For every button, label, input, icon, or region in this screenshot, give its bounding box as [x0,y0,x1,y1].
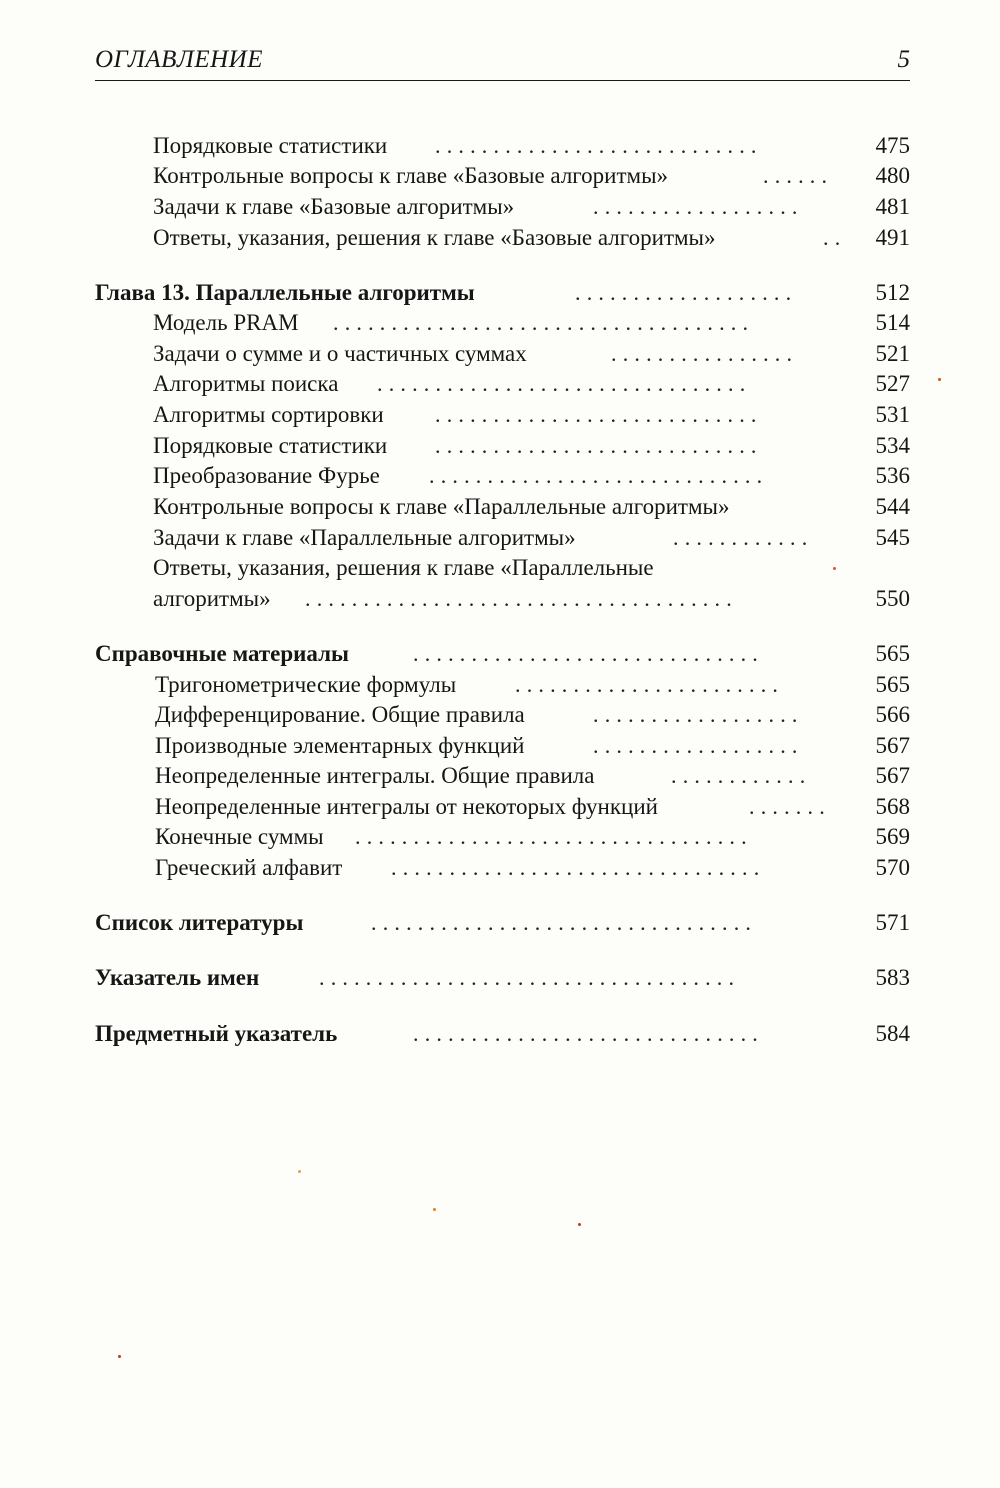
toc-entry-label: Контрольные вопросы к главе «Базовые алгоритмы» [153,163,669,188]
toc-entry [153,161,910,191]
toc-entry-page: 545 [875,525,910,550]
scan-speck [578,1223,581,1226]
toc-entry-label: Алгоритмы сортировки [153,402,384,427]
toc-entry-label: Дифференцирование. Общие правила [155,702,525,727]
scan-speck [938,378,941,381]
toc-entry-label: Задачи о сумме и о частичных суммах [153,341,527,366]
toc-entry-page: 514 [875,310,910,335]
toc-entry-continuation [153,584,910,614]
toc-entry-page: 512 [875,280,910,305]
toc-entry-label: Конечные суммы [155,824,324,849]
toc-leader: ....... [749,794,831,819]
toc-entry [155,792,910,822]
toc-entry-label: Список литературы [95,910,304,935]
toc-entry [153,131,910,161]
toc-entry [155,853,910,883]
toc-entry-label: Греческий алфавит [155,855,343,880]
toc-entry-page: 481 [875,194,910,219]
toc-entry-page: 534 [875,433,910,458]
toc-leader: .................................. [355,824,753,849]
toc-leader: ...... [763,163,834,188]
toc-entry-page: 480 [875,163,910,188]
toc-entry-page: 565 [875,672,910,697]
toc-leader: .................................... [333,310,755,335]
toc-entry-label: Порядковые статистики [153,133,388,158]
toc-entry-page: 536 [875,463,910,488]
toc-leader: ....................... [515,672,785,697]
scan-speck [118,1355,121,1358]
toc-entry-page: 567 [875,763,910,788]
toc-entry-label: Ответы, указания, решения к главе «Параллельные [153,555,654,580]
toc-entry-label: Модель PRAM [153,310,299,335]
toc-entry [155,670,910,700]
toc-leader: ............................. [429,463,769,488]
toc-entry-label: Тригонометрические формулы [155,672,457,697]
toc-entry-page: 550 [875,586,910,611]
toc-entry [153,400,910,430]
toc-entry [153,523,910,553]
toc-entry [153,369,910,399]
scan-speck [833,567,836,570]
toc-entry [153,192,910,222]
toc-leader: ..................................... [305,586,738,611]
scan-speck [298,1170,301,1173]
toc-entry-page: 569 [875,824,910,849]
toc-entry [155,761,910,791]
toc-entry [153,339,910,369]
toc-leader: .. [823,225,847,250]
toc-entry-label: Задачи к главе «Параллельные алгоритмы» [153,525,576,550]
toc-chapter-entry [95,963,910,993]
toc-leader: .................. [593,733,804,758]
toc-entry-label: Предметный указатель [95,1021,338,1046]
toc-entry-page: 583 [875,965,910,990]
toc-chapter-entry [95,908,910,938]
toc-leader: ................... [575,280,798,305]
toc-entry-page: 570 [875,855,910,880]
toc-entry-label: Задачи к главе «Базовые алгоритмы» [153,194,515,219]
toc-leader: ............................ [435,133,763,158]
toc-entry-label: Производные элементарных функций [155,733,525,758]
scan-speck [433,1208,436,1211]
toc-entry [153,492,910,522]
toc-leader: .............................. [413,1021,764,1046]
toc-entry-label: Ответы, указания, решения к главе «Базовые алгоритмы» [153,225,716,250]
toc-entry-label: Неопределенные интегралы от некоторых функций [155,794,658,819]
toc-entry-label: Порядковые статистики [153,433,388,458]
toc-leader: ................ [611,341,799,366]
toc-entry-page: 531 [875,402,910,427]
toc-leader: .................. [593,194,804,219]
toc-entry-page: 565 [875,641,910,666]
header-page-number: 5 [897,46,910,73]
toc-entry-label: Глава 13. Параллельные алгоритмы [95,280,475,305]
toc-entry-page: 527 [875,371,910,396]
toc-leader: ............................ [435,402,763,427]
toc-entry [155,731,910,761]
toc-leader: ............................ [435,433,763,458]
toc-leader: .................................... [319,965,741,990]
toc-entry-label: алгоритмы» [153,586,271,611]
toc-entry [153,461,910,491]
toc-entry-page: 568 [875,794,910,819]
toc-entry [153,308,910,338]
toc-entry-page: 566 [875,702,910,727]
toc-leader: ................................ [391,855,766,880]
header-title: ОГЛАВЛЕНИЕ [95,46,264,73]
toc-leader: ............ [671,763,812,788]
toc-entry [153,431,910,461]
toc-leader: ............ [673,525,814,550]
toc-entry-page: 521 [875,341,910,366]
toc-leader: ................................ [377,371,752,396]
toc-entry-label: Контрольные вопросы к главе «Параллельные алгоритмы» [153,494,730,519]
toc-entry-label: Указатель имен [95,965,260,990]
toc-entry-page: 544 [875,494,910,519]
toc-entry-label: Алгоритмы поиска [153,371,339,396]
toc-chapter-entry [95,639,910,669]
toc-entry-page: 567 [875,733,910,758]
toc-entry [153,223,910,253]
toc-entry-label: Преобразование Фурье [153,463,380,488]
toc-leader: .............................. [413,641,764,666]
toc-chapter-entry [95,1019,910,1049]
toc-leader: .................. [593,702,804,727]
toc-entry-label: Неопределенные интегралы. Общие правила [155,763,595,788]
toc-entry-label: Справочные материалы [95,641,349,666]
toc-entry-page: 491 [875,225,910,250]
toc-entry [155,822,910,852]
toc-leader: ................................. [371,910,758,935]
toc-entry-page: 475 [875,133,910,158]
toc-entry [155,700,910,730]
toc-chapter-entry [95,278,910,308]
toc-entry-page: 571 [875,910,910,935]
toc-entry [153,553,910,583]
toc-entry-page: 584 [875,1021,910,1046]
